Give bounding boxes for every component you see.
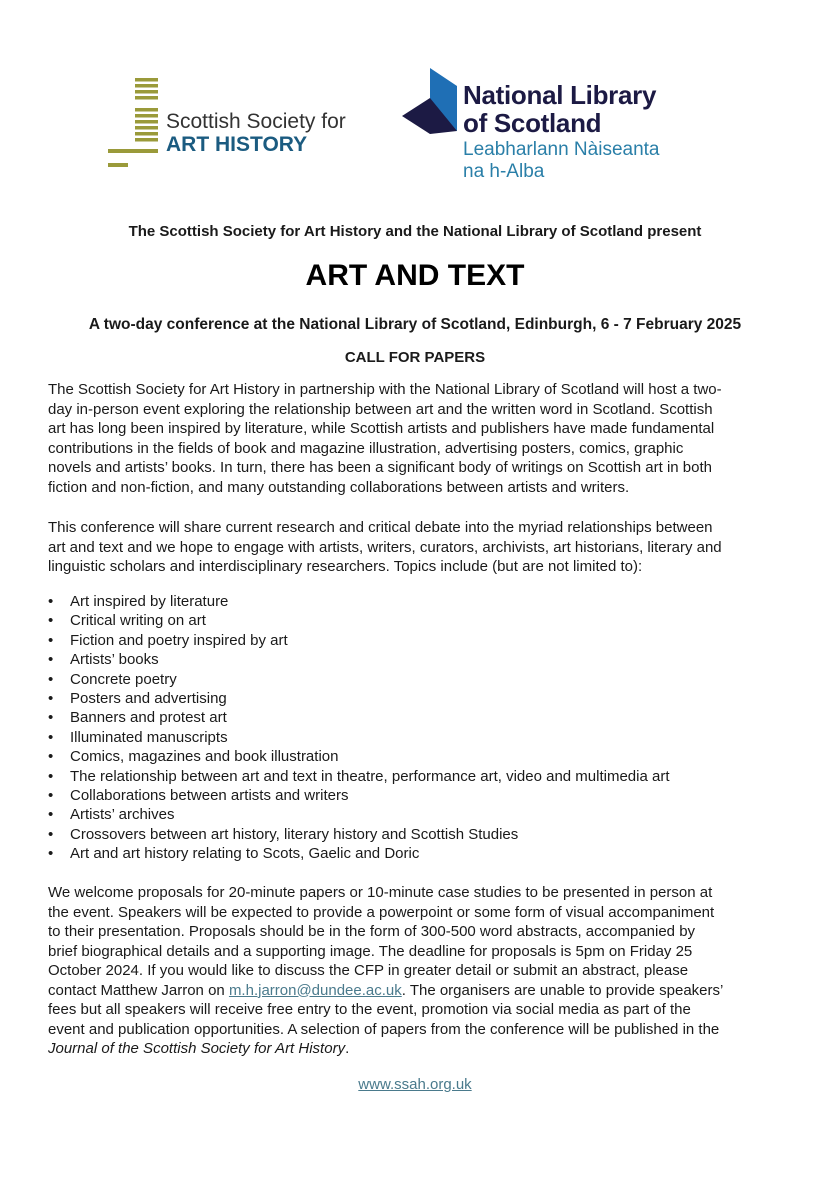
text-line: October 2024. If you would like to discuss the CFP in greater detail or submit an abstract, please — [48, 962, 689, 979]
text-line: brief biographical details and a supporting image. The deadline for proposals is 5pm on Friday 25 — [48, 942, 693, 960]
text-line — [48, 981, 723, 1001]
nls-logo-line2: of Scotland — [463, 108, 602, 138]
scope-paragraph — [48, 518, 722, 577]
text-line: the event. Speakers will be expected to provide a powerpoint or some form of visual accompaniment — [48, 903, 715, 921]
nls-logo — [400, 68, 700, 183]
topic-item: • Concrete poetry — [48, 670, 670, 689]
text-line: event and publication opportunities. A selection of papers from the conference will be published in the — [48, 1020, 720, 1038]
ssah-logo-line2: ART HISTORY — [166, 133, 308, 156]
text-line: novels and artists’ books. In turn, there has been a significant body of writings on Scottish art in both — [48, 459, 712, 476]
submission-paragraph — [48, 883, 723, 1059]
topic-item: • Art inspired by literature — [48, 592, 670, 611]
topic-item: • Banners and protest art — [48, 708, 670, 727]
nls-logo-line4: na h-Alba — [463, 161, 545, 182]
journal-title: Journal of the Scottish Society for Art History — [48, 1040, 346, 1057]
text-line: This conference will share current research and critical debate into the myriad relationships between — [48, 519, 713, 536]
topic-item: • Crossovers between art history, literary history and Scottish Studies — [48, 825, 670, 844]
website-link[interactable]: www.ssah.org.uk — [358, 1076, 472, 1093]
email-link[interactable]: m.h.jarron@dundee.ac.uk — [228, 981, 402, 999]
website-line — [0, 1076, 830, 1093]
topic-item: • The relationship between art and text in theatre, performance art, video and multimedia art — [48, 767, 670, 786]
text-line: fiction and non-fiction, and many outstanding collaborations between artists and writers. — [48, 478, 630, 496]
topic-item: • Art and art history relating to Scots, Gaelic and Doric — [48, 844, 670, 863]
topic-item: • Fiction and poetry inspired by art — [48, 631, 670, 650]
topic-item: • Posters and advertising — [48, 689, 670, 708]
topic-item: • Artists’ books — [48, 650, 670, 669]
text-line: contributions in the fields of book and magazine illustration, advertising posters, comics, graphic — [48, 439, 684, 457]
ssah-bars-icon — [108, 78, 168, 173]
nls-logo-line3: Leabharlann Nàiseanta — [463, 139, 660, 160]
topic-item: • Collaborations between artists and writers — [48, 786, 670, 805]
contact-after-text: . The organisers are unable to provide speakers’ — [401, 981, 724, 999]
topic-item: • Artists’ archives — [48, 805, 670, 824]
text-line: art has long been inspired by literature, while Scottish artists and publishers have made fundamental — [48, 420, 715, 437]
intro-paragraph — [48, 380, 722, 497]
contact-text: contact Matthew Jarron on — [48, 981, 229, 999]
text-line: day in-person event exploring the relationship between art and the written word in Scotland. Scottish — [48, 400, 713, 418]
nls-cube-icon — [402, 68, 462, 136]
topic-item: • Illuminated manuscripts — [48, 728, 670, 747]
text-line: The Scottish Society for Art History in partnership with the National Library of Scotland will host a two- — [48, 381, 722, 398]
nls-logo-line1: National Library — [463, 80, 657, 110]
conference-title: ART AND TEXT — [305, 259, 525, 292]
presenters-line: The Scottish Society for Art History and the National Library of Scotland present — [128, 223, 702, 240]
journal-end: . — [345, 1040, 350, 1057]
topic-item: • Critical writing on art — [48, 611, 670, 630]
topics-list — [48, 592, 670, 864]
topic-item: • Comics, magazines and book illustration — [48, 747, 670, 766]
ssah-logo-line1: Scottish Society for — [166, 110, 346, 133]
text-line: linguistic scholars and interdisciplinary researchers. Topics include (but are not limited to): — [48, 558, 643, 575]
section-heading: CALL FOR PAPERS — [344, 349, 486, 366]
text-line: to their presentation. Proposals should be in the form of 300-500 word abstracts, accompanied by — [48, 923, 696, 940]
conference-subtitle: A two-day conference at the National Library of Scotland, Edinburgh, 6 - 7 February 2025 — [88, 316, 742, 333]
text-line — [48, 1039, 723, 1059]
text-line: fees but all speakers will receive free entry to the event, promotion via social media as part of the — [48, 1001, 691, 1018]
text-line: art and text and we hope to engage with artists, writers, curators, archivists, art historians, literary and — [48, 538, 722, 556]
ssah-logo — [108, 78, 368, 178]
text-line: We welcome proposals for 20-minute papers or 10-minute case studies to be presented in person at — [48, 884, 713, 901]
